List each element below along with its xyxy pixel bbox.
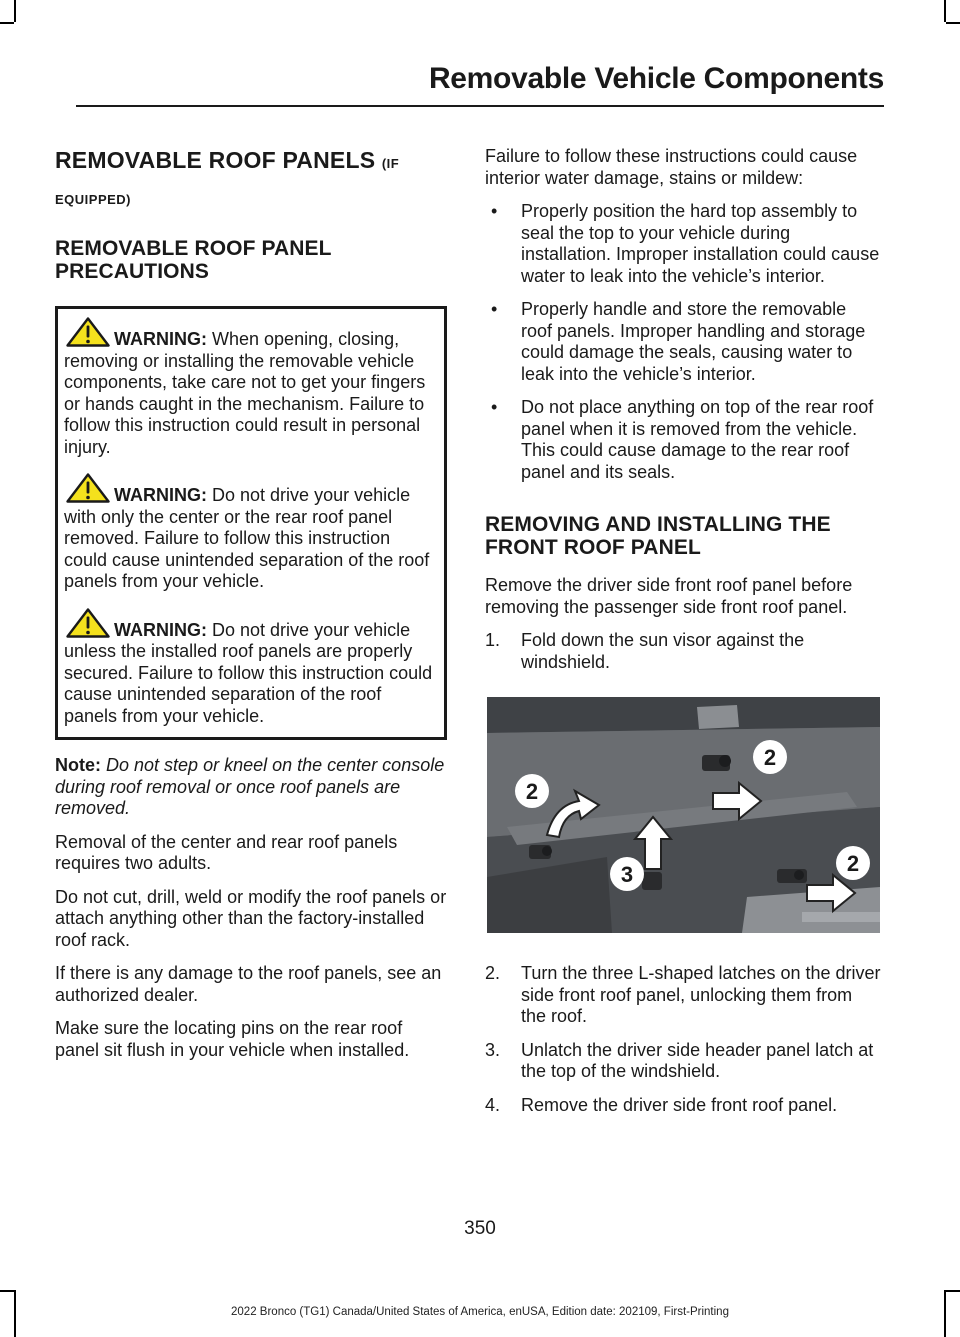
warning-item: [64, 473, 436, 593]
callout-label: 2: [846, 851, 860, 876]
list-item: [485, 201, 881, 287]
crop-mark: [14, 0, 16, 22]
list-item: [485, 299, 881, 385]
step-list: [485, 963, 881, 1116]
crop-mark: [946, 22, 960, 24]
step-number: 3.: [485, 1039, 501, 1060]
list-item: [485, 963, 881, 1028]
step-list: [485, 630, 881, 673]
warning-triangle-icon: [66, 608, 110, 638]
step-number: 2.: [485, 963, 501, 983]
paragraph: If there is any damage to the roof panels, see an authorized dealer.: [55, 963, 442, 1005]
warning-item: [64, 317, 436, 458]
right-column: [485, 146, 881, 1116]
warning-label: WARNING:: [114, 485, 207, 505]
left-column: [55, 146, 447, 1061]
list-item: [485, 1095, 881, 1117]
warning-triangle-icon: [66, 473, 110, 503]
crop-mark: [0, 22, 14, 24]
section-title: [55, 146, 447, 178]
paragraph: Make sure the locating pins on the rear roof panel sit flush in your vehicle when installed.: [55, 1018, 410, 1060]
crop-mark: [944, 0, 946, 22]
callout-label: 3: [620, 862, 634, 887]
page-header-title: Removable Vehicle Components: [428, 62, 884, 95]
section-title-line-2: FRONT ROOF PANEL: [485, 536, 701, 559]
bullet-symbol: •: [491, 299, 498, 319]
warning-label: WARNING:: [114, 619, 207, 640]
paragraph: Removal of the center and rear roof panels requires two adults.: [55, 831, 398, 873]
bullet-text: Properly position the hard top assembly to seal the top to your vehicle during installation. Improper installation could cause water to leak into the vehicle’s interior.: [521, 201, 880, 286]
intro-paragraph: Failure to follow these instructions could cause interior water damage, stains or mildew:: [485, 146, 858, 188]
bullet-symbol: •: [491, 397, 498, 417]
crop-mark: [946, 1290, 960, 1292]
subsection-title-line-2: PRECAUTIONS: [55, 260, 209, 283]
note-label: Note:: [55, 755, 101, 775]
callout-label: 2: [763, 745, 777, 770]
warning-label: WARNING:: [114, 329, 207, 349]
paragraph: Do not cut, drill, weld or modify the roof panels or attach anything other than the factory-installed roof rack.: [55, 886, 447, 950]
list-item: [485, 397, 881, 483]
list-item: [485, 630, 881, 673]
note: [55, 755, 447, 820]
page-footer: 2022 Bronco (TG1) Canada/United States of America, enUSA, Edition date: 202109, First-Printing: [231, 1306, 729, 1318]
callout-label: 2: [525, 779, 539, 804]
list-item: [485, 1040, 881, 1083]
section-title-suffix-2: EQUIPPED): [55, 192, 132, 207]
step-text: Fold down the sun visor against the windshield.: [521, 630, 805, 672]
warning-triangle-icon: [66, 317, 110, 347]
section-title-text: REMOVABLE ROOF PANELS: [55, 147, 376, 173]
subsection-title-line-1: REMOVABLE ROOF PANEL: [55, 237, 332, 260]
bullet-text: Do not place anything on top of the rear roof panel when it is removed from the vehicle. This could cause damage to the rear roof panel and its seals.: [521, 397, 874, 482]
warning-item: [64, 608, 436, 728]
section-intro: Remove the driver side front roof panel before removing the passenger side front roof panel.: [485, 575, 853, 617]
section-title: [485, 513, 881, 559]
crop-mark: [0, 1290, 14, 1292]
section-title-suffix: (IF: [381, 156, 400, 171]
step-number: 1.: [485, 630, 501, 650]
bullet-text: Properly handle and store the removable roof panels. Improper handling and storage could damage the seals, causing water to leak into the vehicle’s interior.: [521, 299, 866, 384]
roof-latch-illustration: [487, 697, 880, 933]
warning-text: Do not drive your vehicle with only the center or the rear roof panel removed. Failure to follow this instruction could cause unintended separation of the roof panels from your vehicle.: [64, 485, 430, 591]
subsection-title: [55, 237, 447, 283]
step-number: 4.: [485, 1094, 501, 1115]
warning-text: Do not drive your vehicle unless the installed roof panels are properly secured. Failure to follow this instruction could cause unintended separation of the roof panels from your vehicle.: [64, 619, 433, 726]
step-text: Remove the driver side front roof panel.: [521, 1094, 838, 1115]
warning-box: [55, 306, 447, 740]
step-text: Unlatch the driver side header panel latch at the top of the windshield.: [521, 1039, 874, 1081]
section-title-line-1: REMOVING AND INSTALLING THE: [485, 513, 831, 536]
illustration-svg: [487, 697, 880, 933]
warning-text: When opening, closing, removing or installing the removable vehicle components, take care not to get your fingers or hands caught in the mechanism. Failure to follow this instruction could result in personal injury.: [64, 329, 426, 457]
note-text: Do not step or kneel on the center console during roof removal or once roof panels are removed.: [55, 755, 445, 818]
header-rule: [76, 105, 884, 107]
bullet-list: [485, 201, 881, 483]
step-text: Turn the three L-shaped latches on the driver side front roof panel, unlocking them from the roof.: [521, 963, 881, 1026]
page-number: 350: [464, 1218, 496, 1239]
bullet-symbol: •: [491, 201, 498, 221]
